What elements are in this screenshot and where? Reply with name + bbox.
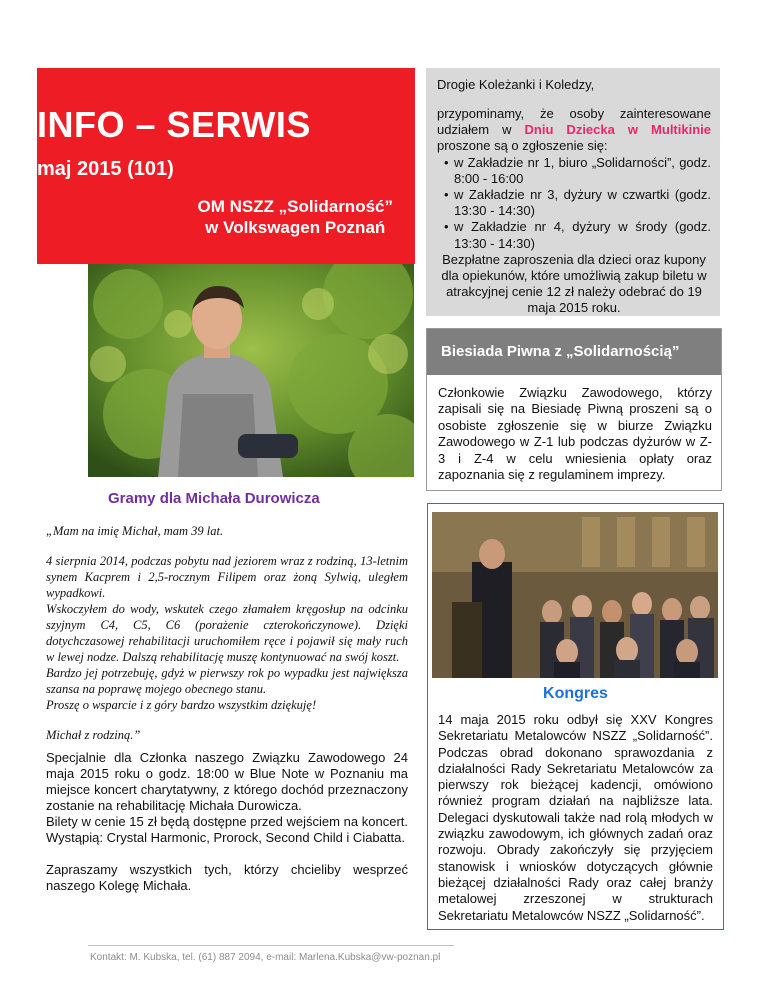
list-item: • w Zakładzie nr 4, dyżury w środy (godz. 13:30 - 14:30) — [454, 219, 711, 251]
paragraph-spacer — [46, 846, 408, 862]
notice-body — [437, 106, 711, 317]
quote-spacer — [46, 539, 408, 553]
notice-greeting: Drogie Koleżanki i Koledzy, — [437, 77, 595, 92]
fundraiser-quote — [46, 523, 408, 743]
beer-festival-box — [426, 328, 722, 491]
list-item: • w Zakładzie nr 1, biuro „Solidarności”, godz. 8:00 - 16:00 — [454, 155, 711, 187]
congress-box — [427, 503, 724, 930]
quote-line: Proszę o wsparcie i z góry bardzo wszystkim dziękuję! — [46, 698, 317, 712]
quote-line: „Mam na imię Michał, mam 39 lat. — [46, 524, 224, 538]
beer-festival-title: Biesiada Piwna z „Solidarnością” — [427, 329, 721, 375]
organization-name — [197, 196, 393, 238]
fundraiser-details — [46, 750, 408, 894]
quote-line: 4 sierpnia 2014, podczas pobytu nad jeziorem wraz z rodziną, 13-letnim synem Kacprem i 2,5-rocznym Filipem oraz żoną Sylwią, uległem wypadkowi. — [46, 554, 408, 600]
quote-line: Bardzo jej potrzebuję, gdyż w pierwszy rok po wypadku jest największa szansa na poprawę mojego obecnego stanu. — [46, 666, 408, 696]
notice-intro-text: przypominamy, że osoby zainteresowane udziałem w — [437, 106, 711, 138]
beer-festival-text: Członkowie Związku Zawodowego, którzy zapisali się na Biesiadę Piwną proszeni są o osobiste zgłoszenie się w biurze Związku Zawodowego w Z-1 lub podczas dyżurów w Z-3 i Z-4 w celu wniesienia opłaty oraz zapoznania się z regulaminem imprezy. — [438, 385, 712, 483]
congress-photo — [432, 512, 718, 678]
quote-signature: Michał z rodziną.” — [46, 728, 141, 742]
tickets-paragraph: Bilety w cenie 15 zł będą dostępne przed wejściem na koncert. Wystąpią: Crystal Harmonic, Prorock, Second Child i Ciabatta. — [46, 814, 408, 845]
congress-text: 14 maja 2015 roku odbył się XXV Kongres Sekretariatu Metalowców NSZZ „Solidarność”. Podczas obrad dokonano sprawozdania z działalności Rady Sekretariatu Metalowców za pierwszy rok bieżącej kadencji, omówiono również program działań na najbliższe lata. Delegaci dyskutowali także nad rolą młodych w związku zawodowym, ich głównych zadań oraz rozwoju. Obrady zakończyły się przyjęciem stanowisk i wniosków dotyczących głównie bieżącej działalności Rady oraz całej branży metalowej zrzeszonej w strukturach Sekretariatu Metalowców NSZZ „Solidarność”. — [438, 712, 713, 923]
organization-line-1: OM NSZZ „Solidarność” — [197, 197, 393, 216]
issue-date: maj 2015 (101) — [37, 158, 174, 180]
invitation-paragraph: Zapraszamy wszystkich tych, którzy chcieliby wesprzeć naszego Kolegę Michała. — [46, 862, 408, 893]
masthead — [37, 68, 415, 264]
registration-places-list — [437, 155, 711, 252]
footer-divider — [88, 945, 454, 946]
newsletter-title: INFO – SERWIS — [37, 104, 311, 145]
event-highlight: Dniu Dziecka w Multikinie — [524, 122, 711, 138]
fundraiser-title: Gramy dla Michała Durowicza — [108, 490, 320, 507]
quote-spacer — [46, 713, 408, 727]
organization-line-2: w Volkswagen Poznań — [205, 218, 386, 237]
congress-title: Kongres — [543, 685, 608, 702]
notice-tail: Bezpłatne zaproszenia dla dzieci oraz kupony dla opiekunów, które umożliwią zakup biletu w atrakcyjnej cenie 12 zł należy odebrać do 19 maja 2015 roku. — [441, 251, 707, 316]
portrait-photo-image — [88, 264, 414, 477]
list-item: • w Zakładzie nr 3, dyżury w czwartki (godz. 13:30 - 14:30) — [454, 187, 711, 219]
children-day-notice — [426, 68, 720, 316]
concert-paragraph: Specjalnie dla Członka naszego Związku Zawodowego 24 maja 2015 roku o godz. 18:00 w Blue Note w Poznaniu ma miejsce koncert charytatywny, z którego dochód przeznaczony zostanie na rehabilitację Michała Durowicza. — [46, 750, 408, 813]
notice-intro — [437, 106, 711, 155]
footer-contact: Kontakt: M. Kubska, tel. (61) 887 2094, e-mail: Marlena.Kubska@vw-poznan.pl — [90, 952, 441, 963]
notice-intro-tail: proszone są o zgłoszenie się: — [437, 138, 608, 154]
congress-photo-image — [432, 512, 718, 678]
quote-line: Wskoczyłem do wody, wskutek czego złamałem kręgosłup na odcinku szyjnym C4, C5, C6 (porażenie czterokończynowe). Dzięki dotychczasowej rehabilitacji uruchomiłem ręce i pojawił się mały ruch w lewej nodze. Dalszą rehabilitację muszę kontynuować na swój koszt. — [46, 602, 408, 664]
portrait-photo — [88, 264, 414, 477]
